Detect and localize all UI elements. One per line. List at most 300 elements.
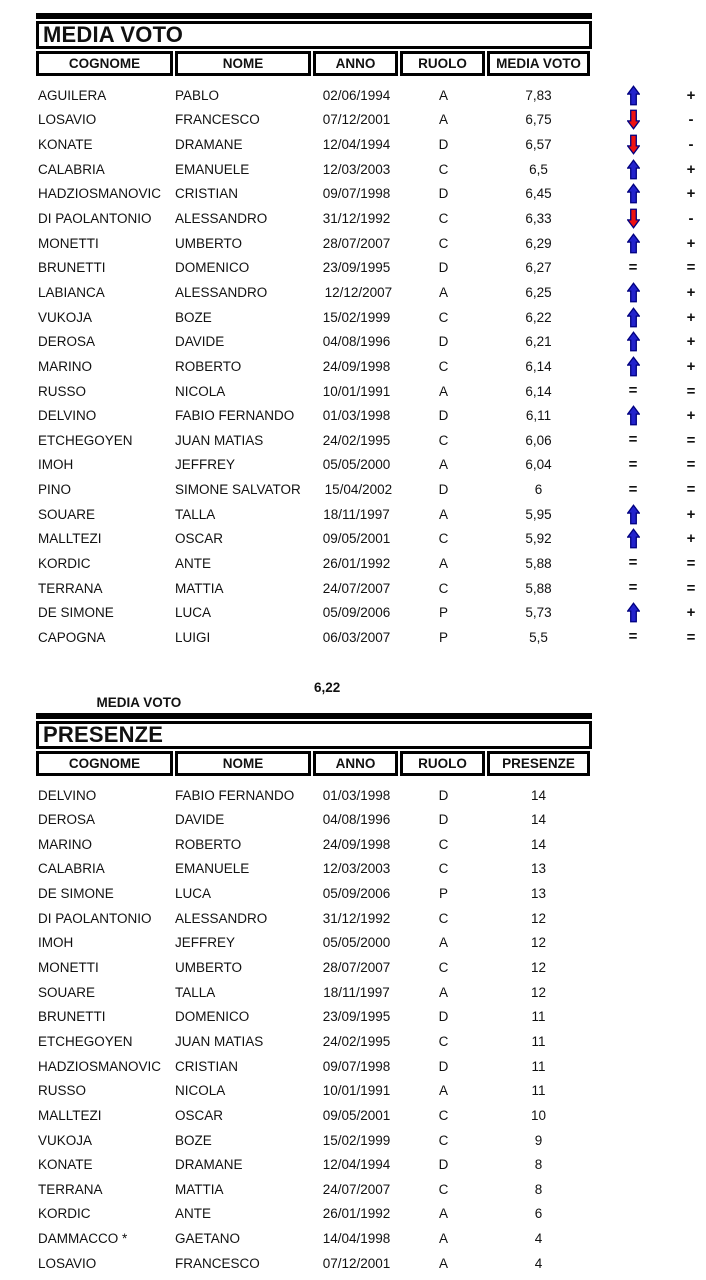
anno-cell: 26/01/1992 xyxy=(322,1206,391,1222)
anno-cell: 05/05/2000 xyxy=(322,935,391,951)
value-cell: 10 xyxy=(530,1107,547,1123)
value-cell: 12 xyxy=(530,935,547,951)
ruolo-cell: D xyxy=(438,787,449,803)
up-arrow-icon xyxy=(627,183,640,204)
cognome-cell: KORDIC xyxy=(38,1206,91,1222)
value-cell: 5,95 xyxy=(525,506,552,522)
nome-cell: DRAMANE xyxy=(175,137,243,153)
trend-sign: + xyxy=(686,185,696,203)
trend-sign: + xyxy=(686,308,696,326)
media-voto-rows xyxy=(36,83,706,650)
anno-cell: 23/09/1995 xyxy=(322,260,391,276)
nome-cell: LUCA xyxy=(175,605,212,621)
down-trend-indicator xyxy=(590,134,676,155)
summary-label: MEDIA VOTO xyxy=(96,694,182,710)
down-trend-indicator xyxy=(590,208,676,229)
anno-cell: 28/07/2007 xyxy=(322,960,391,976)
trend-sign: - xyxy=(688,111,694,129)
nome-cell: FRANCESCO xyxy=(175,112,260,128)
table-row xyxy=(36,1128,706,1153)
anno-cell: 12/03/2003 xyxy=(322,161,391,177)
cognome-cell: AGUILERA xyxy=(38,87,107,103)
nome-cell: UMBERTO xyxy=(175,235,243,251)
ruolo-cell: A xyxy=(438,112,448,128)
table-row xyxy=(36,305,706,330)
equal-indicator xyxy=(590,428,676,452)
cognome-cell: MALLTEZI xyxy=(38,531,102,547)
ruolo-cell: D xyxy=(438,482,449,498)
anno-cell: 01/03/1998 xyxy=(322,787,391,803)
value-cell: 6,33 xyxy=(525,211,552,227)
table-row xyxy=(36,1054,706,1079)
ruolo-cell: D xyxy=(438,186,449,202)
column-header-anno: ANNO xyxy=(313,51,398,76)
value-cell: 8 xyxy=(534,1181,543,1197)
anno-cell: 07/12/2001 xyxy=(322,112,391,128)
value-cell: 6,57 xyxy=(525,137,552,153)
cognome-cell: LABIANCA xyxy=(38,284,105,300)
cognome-cell: CAPOGNA xyxy=(38,629,106,645)
up-trend-indicator xyxy=(590,282,676,303)
nome-cell: JEFFREY xyxy=(175,935,236,951)
value-cell: 4 xyxy=(534,1255,543,1271)
nome-cell: GAETANO xyxy=(175,1231,241,1247)
up-trend-indicator xyxy=(590,233,676,254)
value-cell: 14 xyxy=(530,812,547,828)
trend-sign: = xyxy=(686,259,696,277)
ruolo-cell: C xyxy=(438,531,449,547)
value-cell: 6,11 xyxy=(525,408,552,424)
table-row xyxy=(36,955,706,980)
table-row xyxy=(36,255,706,280)
anno-cell: 12/04/1994 xyxy=(322,1157,391,1173)
ruolo-cell: P xyxy=(438,629,448,645)
value-cell: 6,45 xyxy=(525,186,552,202)
equal-indicator xyxy=(590,576,676,600)
media-voto-title: MEDIA VOTO xyxy=(36,21,592,49)
equal-glyph: = xyxy=(628,554,638,572)
ruolo-cell: A xyxy=(438,555,448,571)
trend-sign: = xyxy=(686,382,696,400)
column-header-ruolo: RUOLO xyxy=(400,51,485,76)
anno-cell: 24/09/1998 xyxy=(322,358,391,374)
summary-value: 6,22 xyxy=(314,679,341,695)
table-row xyxy=(36,600,706,625)
down-arrow-icon xyxy=(627,208,640,229)
anno-cell: 06/03/2007 xyxy=(322,629,391,645)
table-row xyxy=(36,329,706,354)
ruolo-cell: A xyxy=(438,1231,448,1247)
column-header-anno: ANNO xyxy=(313,751,398,776)
value-cell: 4 xyxy=(534,1231,543,1247)
ruolo-cell: D xyxy=(438,334,449,350)
up-arrow-icon xyxy=(627,405,640,426)
nome-cell: UMBERTO xyxy=(175,960,243,976)
nome-cell: MATTIA xyxy=(175,580,224,596)
down-trend-indicator xyxy=(590,109,676,130)
cognome-cell: SOUARE xyxy=(38,506,96,522)
nome-cell: TALLA xyxy=(175,984,216,1000)
nome-cell: DRAMANE xyxy=(175,1157,243,1173)
trend-sign: + xyxy=(686,333,696,351)
anno-cell: 09/05/2001 xyxy=(322,531,391,547)
anno-cell: 09/07/1998 xyxy=(322,1058,391,1074)
table-row xyxy=(36,1152,706,1177)
trend-sign: = xyxy=(686,456,696,474)
nome-cell: OSCAR xyxy=(175,531,224,547)
trend-sign: + xyxy=(686,357,696,375)
up-trend-indicator xyxy=(590,405,676,426)
table-row xyxy=(36,354,706,379)
column-header-nome: NOME xyxy=(175,51,311,76)
anno-cell: 10/01/1991 xyxy=(322,1083,391,1099)
value-cell: 6,04 xyxy=(525,457,552,473)
nome-cell: CRISTIAN xyxy=(175,186,239,202)
nome-cell: ALESSANDRO xyxy=(175,910,268,926)
ruolo-cell: A xyxy=(438,457,448,473)
cognome-cell: KORDIC xyxy=(38,555,91,571)
anno-cell: 04/08/1996 xyxy=(322,812,391,828)
cognome-cell: KONATE xyxy=(38,1157,93,1173)
ruolo-cell: C xyxy=(438,358,449,374)
trend-sign: = xyxy=(686,579,696,597)
trend-sign: - xyxy=(688,210,694,228)
ruolo-cell: C xyxy=(438,960,449,976)
table-row xyxy=(36,881,706,906)
table-row xyxy=(36,931,706,956)
table-row xyxy=(36,906,706,931)
nome-cell: ROBERTO xyxy=(175,358,242,374)
anno-cell: 24/02/1995 xyxy=(322,432,391,448)
anno-cell: 24/07/2007 xyxy=(322,580,391,596)
table-row xyxy=(36,280,706,305)
ruolo-cell: C xyxy=(438,861,449,877)
anno-cell: 09/05/2001 xyxy=(322,1107,391,1123)
equal-glyph: = xyxy=(628,431,638,449)
nome-cell: ANTE xyxy=(175,555,212,571)
equal-indicator xyxy=(590,478,676,502)
table-row xyxy=(36,576,706,601)
ruolo-cell: C xyxy=(438,1107,449,1123)
cognome-cell: CALABRIA xyxy=(38,861,105,877)
cognome-cell: LOSAVIO xyxy=(38,1255,97,1271)
equal-indicator xyxy=(590,625,676,649)
value-cell: 6,25 xyxy=(525,284,552,300)
ruolo-cell: C xyxy=(438,1181,449,1197)
cognome-cell: ETCHEGOYEN xyxy=(38,1033,133,1049)
cognome-cell: HADZIOSMANOVIC xyxy=(38,186,162,202)
table-row xyxy=(36,527,706,552)
cognome-cell: MONETTI xyxy=(38,235,99,251)
top-rule xyxy=(36,713,592,719)
table-row xyxy=(36,1251,706,1276)
equal-glyph: = xyxy=(628,480,638,498)
ruolo-cell: C xyxy=(438,1132,449,1148)
anno-cell: 24/09/1998 xyxy=(322,836,391,852)
nome-cell: NICOLA xyxy=(175,1083,226,1099)
cognome-cell: BRUNETTI xyxy=(38,260,106,276)
value-cell: 7,83 xyxy=(525,87,552,103)
trend-sign: - xyxy=(688,136,694,154)
nome-cell: JUAN MATIAS xyxy=(175,1033,264,1049)
ruolo-cell: A xyxy=(438,506,448,522)
table-row xyxy=(36,1103,706,1128)
ruolo-cell: C xyxy=(438,910,449,926)
column-header-ruolo: RUOLO xyxy=(400,751,485,776)
value-cell: 12 xyxy=(530,984,547,1000)
value-cell: 6,75 xyxy=(525,112,552,128)
nome-cell: BOZE xyxy=(175,1132,212,1148)
cognome-cell: PINO xyxy=(38,482,72,498)
value-cell: 5,88 xyxy=(525,555,552,571)
cognome-cell: IMOH xyxy=(38,935,74,951)
value-cell: 5,73 xyxy=(525,605,552,621)
ruolo-cell: C xyxy=(438,211,449,227)
up-arrow-icon xyxy=(627,356,640,377)
ruolo-cell: A xyxy=(438,383,448,399)
table-row xyxy=(36,453,706,478)
cognome-cell: LOSAVIO xyxy=(38,112,97,128)
ruolo-cell: A xyxy=(438,87,448,103)
anno-cell: 10/01/1991 xyxy=(322,383,391,399)
up-arrow-icon xyxy=(627,233,640,254)
table-row xyxy=(36,108,706,133)
trend-sign: + xyxy=(686,283,696,301)
anno-cell: 15/04/2002 xyxy=(320,482,393,498)
value-cell: 6,29 xyxy=(525,235,552,251)
presenze-header-row xyxy=(36,751,592,776)
ruolo-cell: D xyxy=(438,1009,449,1025)
media-voto-section xyxy=(36,13,696,710)
nome-cell: MATTIA xyxy=(175,1181,224,1197)
table-row xyxy=(36,1005,706,1030)
up-arrow-icon xyxy=(627,85,640,106)
value-cell: 6,14 xyxy=(525,383,552,399)
anno-cell: 28/07/2007 xyxy=(322,235,391,251)
ruolo-cell: A xyxy=(438,935,448,951)
cognome-cell: MARINO xyxy=(38,358,92,374)
up-trend-indicator xyxy=(590,183,676,204)
up-trend-indicator xyxy=(590,504,676,525)
table-row xyxy=(36,502,706,527)
trend-sign: + xyxy=(686,86,696,104)
ruolo-cell: D xyxy=(438,260,449,276)
cognome-cell: IMOH xyxy=(38,457,74,473)
column-header-media-voto: MEDIA VOTO xyxy=(487,51,590,76)
cognome-cell: TERRANA xyxy=(38,580,103,596)
value-cell: 13 xyxy=(530,886,547,902)
trend-sign: = xyxy=(686,554,696,572)
up-trend-indicator xyxy=(590,331,676,352)
table-row xyxy=(36,625,706,650)
cognome-cell: DEROSA xyxy=(38,812,96,828)
trend-sign: + xyxy=(686,407,696,425)
equal-glyph: = xyxy=(628,382,638,399)
cognome-cell: DI PAOLANTONIO xyxy=(38,211,152,227)
value-cell: 11 xyxy=(531,1009,546,1025)
nome-cell: JUAN MATIAS xyxy=(175,432,264,448)
anno-cell: 12/12/2007 xyxy=(320,284,393,300)
anno-cell: 24/07/2007 xyxy=(322,1181,391,1197)
nome-cell: FABIO FERNANDO xyxy=(175,408,295,424)
cognome-cell: MARINO xyxy=(38,836,92,852)
anno-cell: 14/04/1998 xyxy=(322,1231,391,1247)
table-row xyxy=(36,477,706,502)
up-arrow-icon xyxy=(627,602,640,623)
ruolo-cell: D xyxy=(438,137,449,153)
anno-cell: 23/09/1995 xyxy=(322,1009,391,1025)
anno-cell: 18/11/1997 xyxy=(323,506,390,522)
equal-indicator xyxy=(590,453,676,477)
nome-cell: ALESSANDRO xyxy=(175,284,268,300)
value-cell: 5,5 xyxy=(529,629,548,645)
value-cell: 14 xyxy=(530,836,547,852)
anno-cell: 05/09/2006 xyxy=(322,886,391,902)
nome-cell: ANTE xyxy=(175,1206,212,1222)
table-row xyxy=(36,132,706,157)
ruolo-cell: C xyxy=(438,580,449,596)
cognome-cell: RUSSO xyxy=(38,383,87,399)
trend-sign: + xyxy=(686,505,696,523)
presenze-rows xyxy=(36,783,706,1276)
nome-cell: LUCA xyxy=(175,886,212,902)
cognome-cell: DELVINO xyxy=(38,787,97,803)
ruolo-cell: D xyxy=(438,1058,449,1074)
value-cell: 13 xyxy=(530,861,547,877)
value-cell: 14 xyxy=(530,787,547,803)
nome-cell: EMANUELE xyxy=(175,861,250,877)
column-header-nome: NOME xyxy=(175,751,311,776)
nome-cell: OSCAR xyxy=(175,1107,224,1123)
cognome-cell: DE SIMONE xyxy=(38,886,114,902)
table-row xyxy=(36,379,706,404)
value-cell: 6,21 xyxy=(525,334,552,350)
nome-cell: FRANCESCO xyxy=(175,1255,260,1271)
table-row xyxy=(36,428,706,453)
cognome-cell: MALLTEZI xyxy=(38,1107,102,1123)
nome-cell: PABLO xyxy=(175,87,220,103)
up-trend-indicator xyxy=(590,159,676,180)
ruolo-cell: P xyxy=(438,886,448,902)
equal-glyph: = xyxy=(628,455,638,473)
anno-cell: 05/05/2000 xyxy=(322,457,391,473)
equal-glyph: = xyxy=(628,258,638,276)
up-trend-indicator xyxy=(590,307,676,328)
cognome-cell: BRUNETTI xyxy=(38,1009,106,1025)
up-arrow-icon xyxy=(627,282,640,303)
anno-cell: 12/04/1994 xyxy=(322,137,391,153)
table-row xyxy=(36,807,706,832)
equal-glyph: = xyxy=(628,628,638,646)
nome-cell: SIMONE SALVATOR xyxy=(175,482,301,498)
value-cell: 6,22 xyxy=(525,309,552,325)
value-cell: 12 xyxy=(530,910,547,926)
value-cell: 6,14 xyxy=(525,358,552,374)
presenze-title: PRESENZE xyxy=(36,721,592,749)
up-arrow-icon xyxy=(627,159,640,180)
column-header-cognome: COGNOME xyxy=(36,751,173,776)
anno-cell: 05/09/2006 xyxy=(322,605,391,621)
column-header-presenze: PRESENZE xyxy=(487,751,590,776)
nome-cell: ROBERTO xyxy=(175,836,242,852)
column-header-cognome: COGNOME xyxy=(36,51,173,76)
up-arrow-icon xyxy=(627,528,640,549)
value-cell: 11 xyxy=(531,1033,546,1049)
value-cell: 6 xyxy=(534,1206,543,1222)
ruolo-cell: C xyxy=(438,836,449,852)
value-cell: 11 xyxy=(531,1083,546,1099)
table-row xyxy=(36,403,706,428)
down-arrow-icon xyxy=(627,109,640,130)
anno-cell: 31/12/1992 xyxy=(322,211,391,227)
value-cell: 6,27 xyxy=(525,260,552,276)
nome-cell: NICOLA xyxy=(175,383,226,399)
cognome-cell: VUKOJA xyxy=(38,1132,93,1148)
ruolo-cell: C xyxy=(438,161,449,177)
trend-sign: = xyxy=(686,628,696,646)
trend-sign: + xyxy=(686,530,696,548)
value-cell: 9 xyxy=(534,1132,543,1148)
trend-sign: + xyxy=(686,160,696,178)
table-row xyxy=(36,551,706,576)
equal-indicator xyxy=(590,256,676,280)
nome-cell: CRISTIAN xyxy=(175,1058,239,1074)
table-row xyxy=(36,1226,706,1251)
cognome-cell: DE SIMONE xyxy=(38,605,114,621)
ruolo-cell: C xyxy=(438,235,449,251)
nome-cell: LUIGI xyxy=(175,629,211,645)
table-row xyxy=(36,832,706,857)
nome-cell: JEFFREY xyxy=(175,457,236,473)
table-row xyxy=(36,157,706,182)
anno-cell: 07/12/2001 xyxy=(322,1255,391,1271)
ruolo-cell: A xyxy=(438,284,448,300)
cognome-cell: RUSSO xyxy=(38,1083,87,1099)
value-cell: 12 xyxy=(530,960,547,976)
value-cell: 6,06 xyxy=(525,432,552,448)
nome-cell: EMANUELE xyxy=(175,161,250,177)
table-row xyxy=(36,1177,706,1202)
table-row xyxy=(36,1078,706,1103)
value-cell: 8 xyxy=(534,1157,543,1173)
up-trend-indicator xyxy=(590,602,676,623)
ruolo-cell: C xyxy=(438,1033,449,1049)
up-arrow-icon xyxy=(627,504,640,525)
nome-cell: ALESSANDRO xyxy=(175,211,268,227)
cognome-cell: MONETTI xyxy=(38,960,99,976)
anno-cell: 09/07/1998 xyxy=(322,186,391,202)
ruolo-cell: A xyxy=(438,1083,448,1099)
anno-cell: 26/01/1992 xyxy=(322,555,391,571)
nome-cell: BOZE xyxy=(175,309,212,325)
cognome-cell: DAMMACCO * xyxy=(38,1231,128,1247)
trend-sign: = xyxy=(686,481,696,499)
equal-glyph: = xyxy=(628,579,638,597)
cognome-cell: DEROSA xyxy=(38,334,96,350)
ruolo-cell: D xyxy=(438,1157,449,1173)
up-arrow-icon xyxy=(627,331,640,352)
media-voto-header-row xyxy=(36,51,592,76)
ruolo-cell: P xyxy=(438,605,448,621)
up-trend-indicator xyxy=(590,356,676,377)
equal-indicator xyxy=(590,379,676,403)
trend-sign: + xyxy=(686,604,696,622)
table-row xyxy=(36,1202,706,1227)
table-row xyxy=(36,857,706,882)
cognome-cell: HADZIOSMANOVIC xyxy=(38,1058,162,1074)
nome-cell: TALLA xyxy=(175,506,216,522)
ruolo-cell: D xyxy=(438,408,449,424)
